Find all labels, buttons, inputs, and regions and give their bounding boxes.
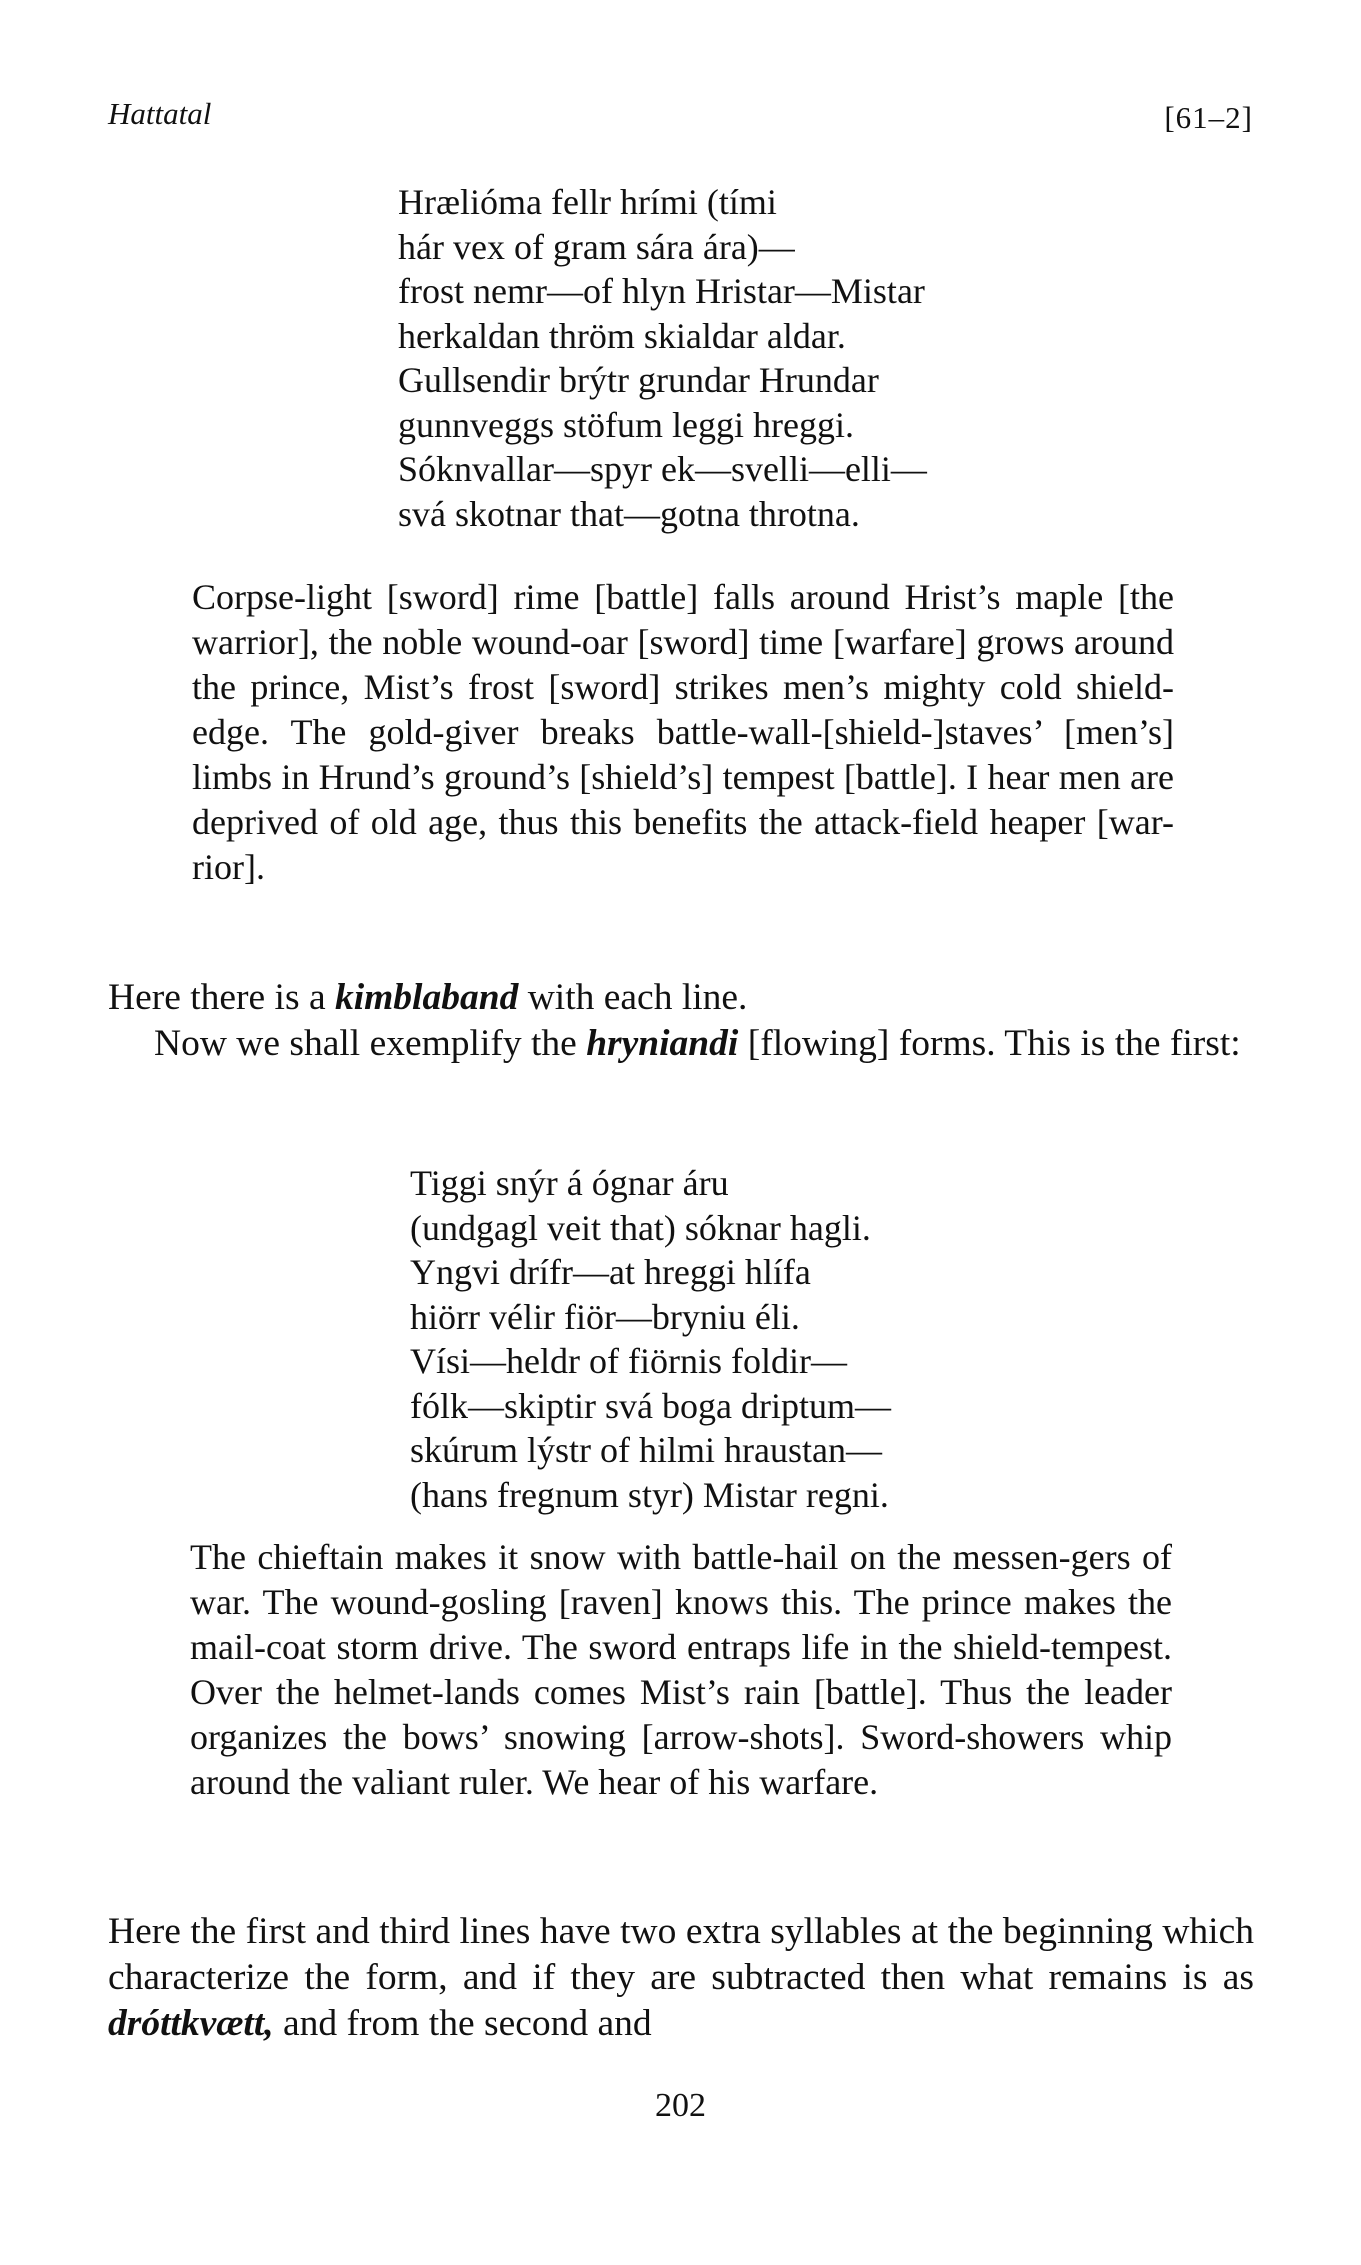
prose-text: [flowing] forms. This is the first: <box>738 1023 1241 1064</box>
prose-paragraph <box>108 1021 1254 1067</box>
verse-line: frost nemr—of hlyn Hristar—Mistar <box>398 271 925 311</box>
page-number: 202 <box>655 2087 706 2124</box>
prose-text: with each line. <box>518 977 748 1018</box>
verse-line: svá skotnar that—gotna throtna. <box>398 493 860 534</box>
prose-text: Now we shall exemplify the <box>154 1023 587 1064</box>
verse-stanza-2 <box>410 1161 891 1517</box>
prose-text: Here there is a <box>108 977 335 1018</box>
verse-line: Hrælióma fellr hrími (tími <box>398 182 777 222</box>
verse-line: Tiggi snýr á ógnar áru <box>410 1163 729 1203</box>
verse-line: (hans fregnum styr) Mistar regni. <box>410 1474 889 1515</box>
prose-paragraph <box>108 1909 1254 2047</box>
prose-text: Here the first and third lines have two extra syllables at the beginning which characterize the form, and if they are subtracted then what remains is as <box>108 1911 1254 1998</box>
verse-line: herkaldan thröm skialdar aldar. <box>398 315 846 356</box>
translation-2: The chieftain makes it snow with battle-hail on the messen-gers of war. The wound-gosling [raven] knows this. The prince makes the mail-coat storm drive. The sword entraps life in the shield-tempest. Over the helmet-lands comes Mist’s rain [battle]. Thus the leader organizes the bows’ snowing [arrow-shots]. Sword-showers whip around the valiant ruler. We hear of his warfare. <box>190 1537 1172 1802</box>
running-head <box>108 96 1253 144</box>
verse-line: Gullsendir brýtr grundar Hrundar <box>398 360 879 400</box>
verse-line: hár vex of gram sára ára)— <box>398 226 795 267</box>
term-hryniandi: hryniandi <box>586 1023 739 1064</box>
verse-line: (undgagl veit that) sóknar hagli. <box>410 1207 871 1248</box>
verse-line: Vísi—heldr of fiörnis foldir— <box>410 1341 847 1381</box>
term-drottkvaett: dróttkvætt, <box>108 2003 274 2044</box>
prose-text: and from the second and <box>273 2003 652 2044</box>
prose-paragraph <box>108 975 1254 1021</box>
prose-block-1 <box>108 975 1254 1067</box>
verse-line: skúrum lýstr of hilmi hraustan— <box>410 1430 882 1470</box>
stanza-reference: [61–2] <box>1164 100 1253 135</box>
verse-line: gunnveggs stöfum leggi hreggi. <box>398 404 854 445</box>
running-head-title: Hattatal <box>108 96 212 131</box>
translation-1: Corpse-light [sword] rime [battle] falls around Hrist’s maple [the warrior], the noble wound-oar [sword] time [warfare] grows around the prince, Mist’s frost [sword] strikes men’s mighty cold shield-edge. The gold-giver breaks battle-wall-[shield-]staves’ [men’s] limbs in Hrund’s ground’s [shield’s] tempest [battle]. I hear men are deprived of old age, thus this benefits the attack-field heaper [war-rior]. <box>192 577 1174 887</box>
verse-line: Yngvi drífr—at hreggi hlífa <box>410 1252 811 1292</box>
verse-line: fólk—skiptir svá boga driptum— <box>410 1385 891 1426</box>
term-kimblaband: kimblaband <box>334 977 519 1018</box>
verse-line: Sóknvallar—spyr ek—svelli—elli— <box>398 449 927 489</box>
verse-stanza-1 <box>398 180 927 536</box>
verse-line: hiörr vélir fiör—bryniu éli. <box>410 1296 800 1337</box>
prose-block-2 <box>108 1909 1254 2047</box>
